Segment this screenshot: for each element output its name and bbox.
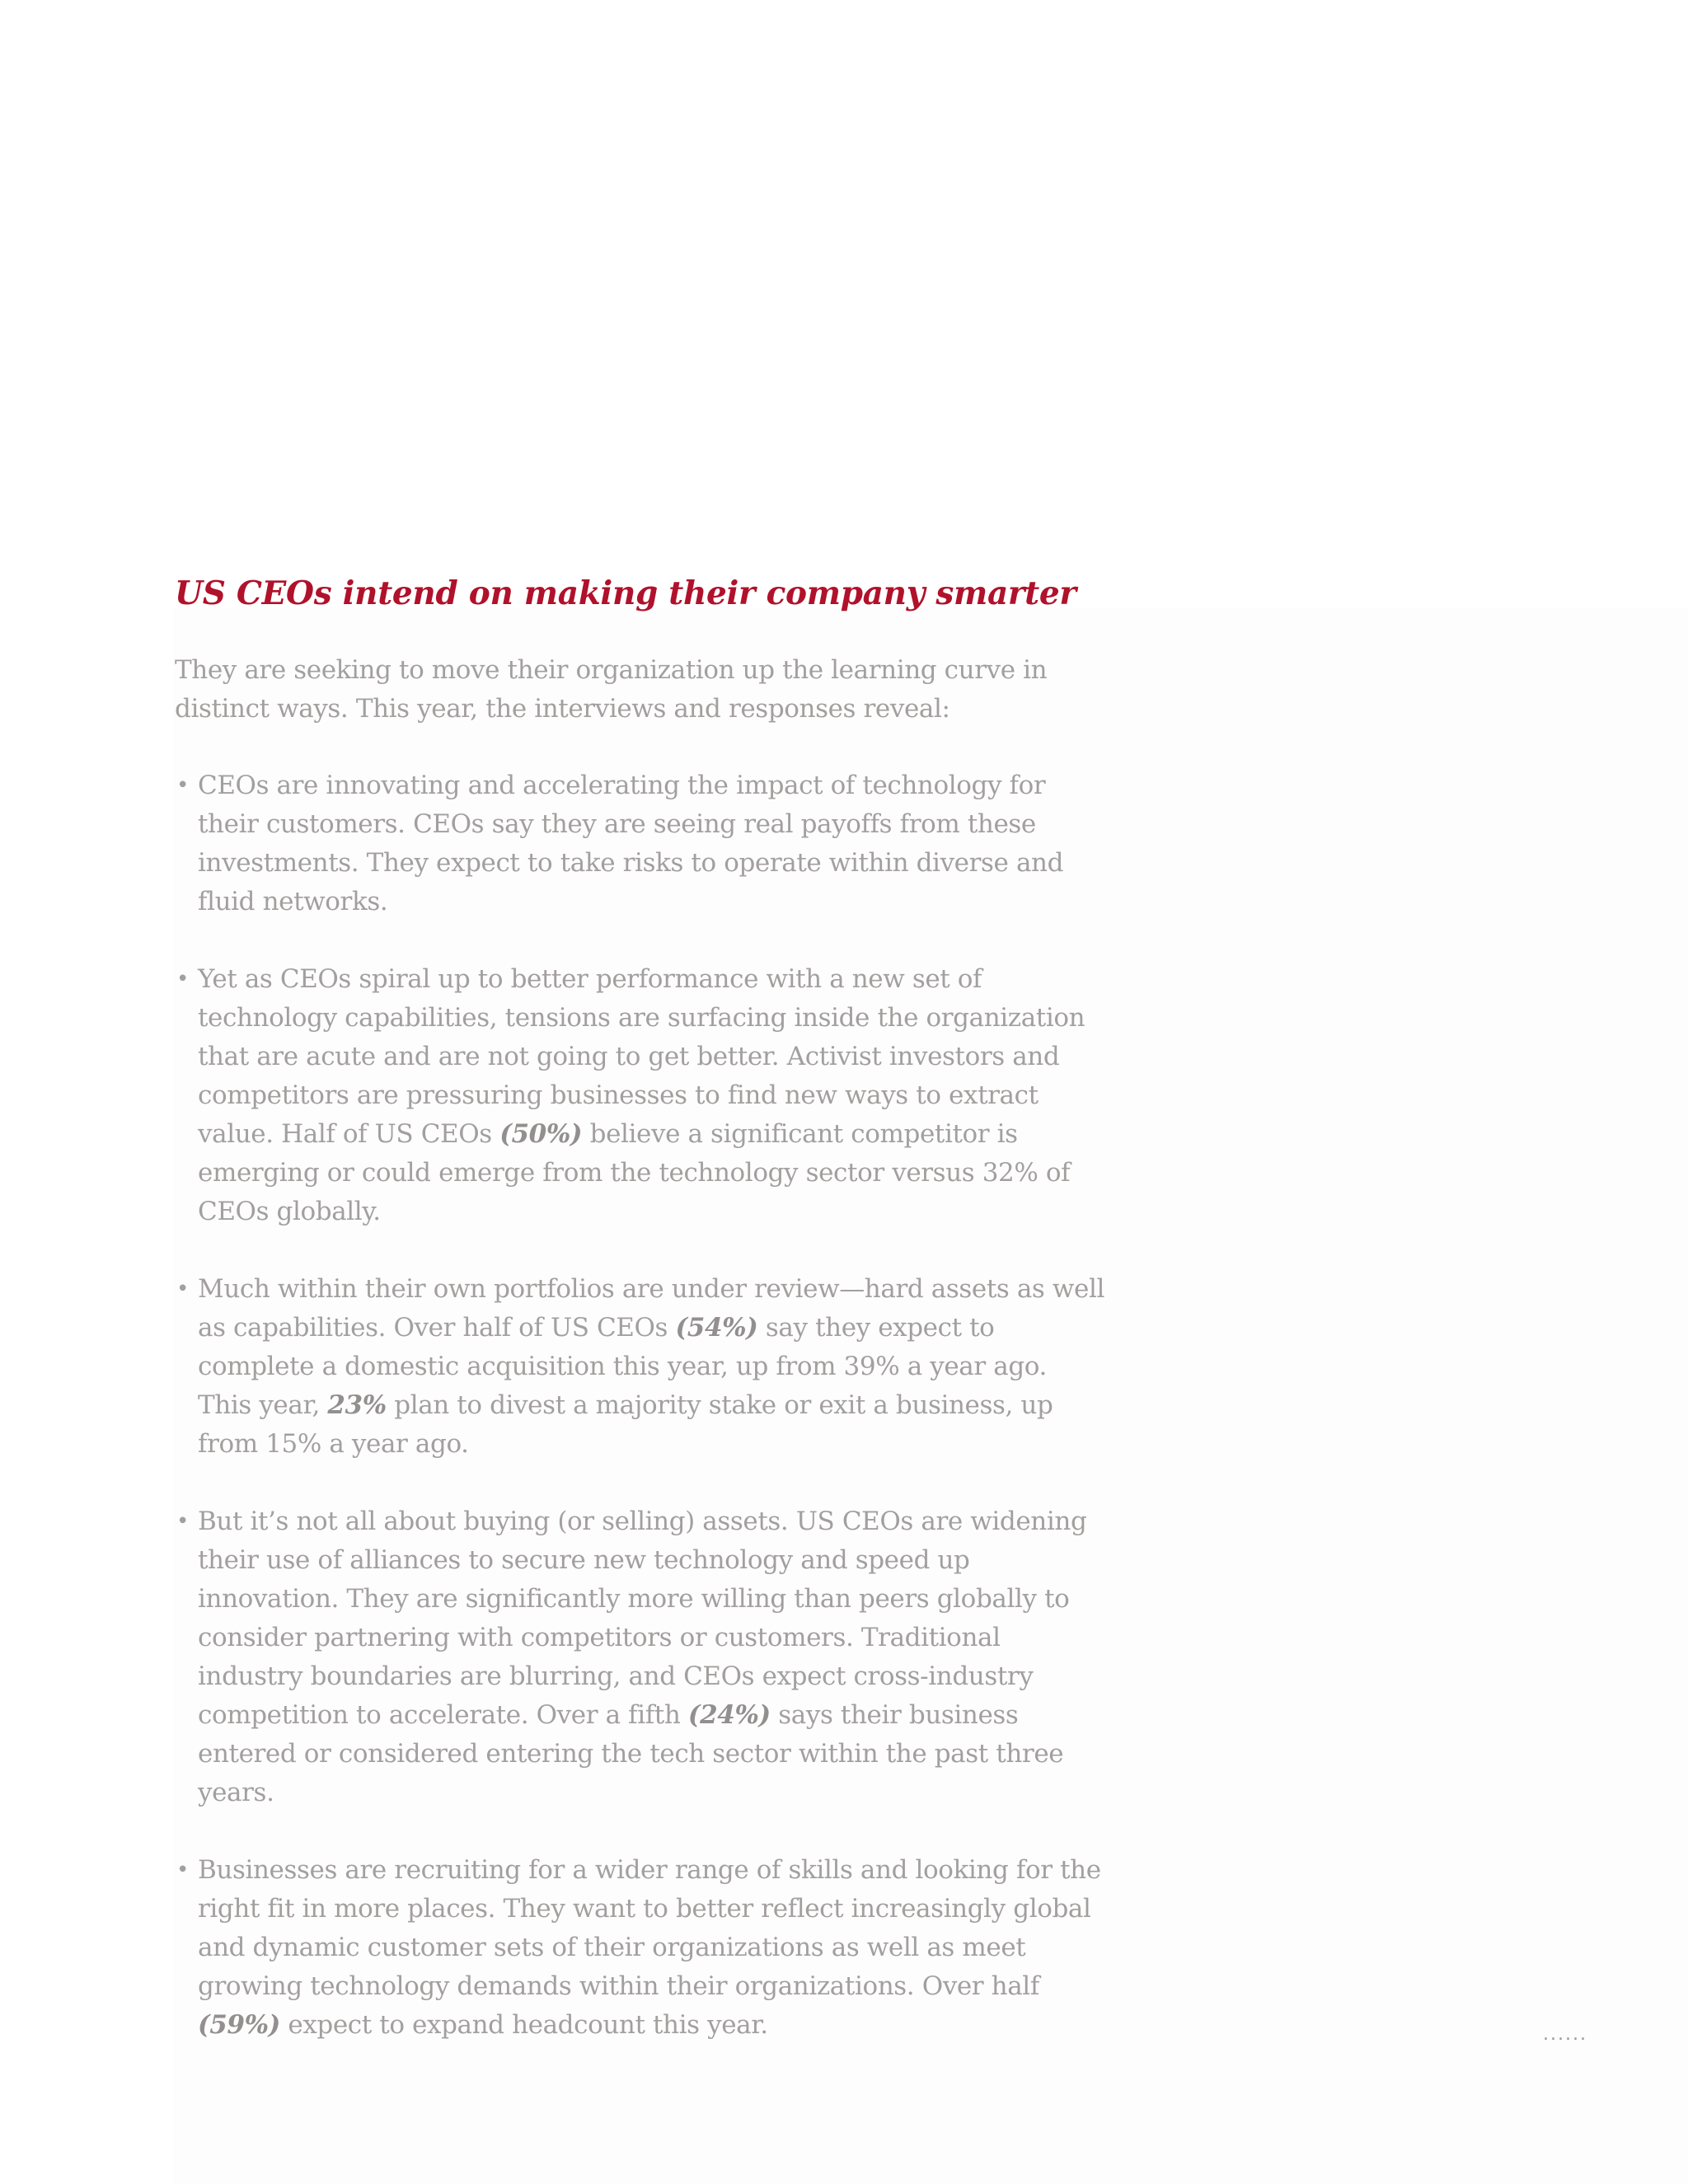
stat-highlight: (24%) [687, 1700, 771, 1730]
page-indicator: ...... [1543, 2024, 1587, 2045]
section-heading: US CEOs intend on making their company smarter [175, 574, 1076, 612]
list-item-text: say they expect to complete a domestic acquisition this year, up from 39% a year ago. This year, [198, 1313, 1047, 1420]
list-item [175, 1851, 1106, 2045]
stat-highlight: (54%) [675, 1313, 758, 1343]
list-item-text: But it’s not all about buying (or selling) assets. US CEOs are widening their use of alliances to secure new technology and speed up innovation. They are significantly more willing than peers globally to consider partnering with competitors or customers. Traditional industry boundaries are blurring, and CEOs expect cross-industry competition to accelerate. Over a fifth [198, 1507, 1087, 1730]
list-item-text: Much within their own portfolios are under review—hard assets as well as capabilities. Over half of US CEOs [198, 1274, 1104, 1343]
article-content [175, 569, 1106, 2083]
stat-highlight: 23% [327, 1390, 387, 1420]
list-item [175, 960, 1106, 1231]
list-item [175, 1502, 1106, 1812]
list-item [175, 1270, 1106, 1464]
bullet-icon: • [176, 1277, 189, 1301]
bullet-icon: • [176, 967, 189, 991]
bullet-icon: • [176, 773, 189, 798]
list-item-text: Businesses are recruiting for a wider range of skills and looking for the right fit in more places. They want to better reflect increasingly global and dynamic customer sets of their organizations as well as meet growing technology demands within their organizations. Over half [198, 1855, 1101, 2001]
list-item-text: says their business entered or considered entering the tech sector within the past three years. [198, 1700, 1064, 1807]
bullet-icon: • [176, 1858, 189, 1882]
stat-highlight: (50%) [499, 1119, 583, 1149]
stat-highlight: (59%) [198, 2010, 280, 2040]
findings-list [175, 766, 1106, 2045]
list-item-text: Yet as CEOs spiral up to better performance with a new set of technology capabilities, tensions are surfacing inside the organization that are acute and are not going to get better. Activist investors and competitors are pressuring businesses to find new ways to extract value. Half of US CEOs [198, 964, 1085, 1149]
list-item-text: expect to expand headcount this year. [279, 2010, 768, 2040]
list-item-text: believe a significant competitor is emerging or could emerge from the technology sector versus 32% of CEOs globally. [198, 1119, 1071, 1226]
list-item [175, 766, 1106, 921]
intro-paragraph: They are seeking to move their organization up the learning curve in distinct ways. This year, the interviews and responses reveal: [175, 655, 1048, 724]
list-item-text: CEOs are innovating and accelerating the impact of technology for their customers. CEOs say they are seeing real payoffs from these investments. They expect to take risks to operate within diverse and fluid networks. [198, 771, 1064, 916]
bullet-icon: • [176, 1509, 189, 1534]
list-item-text: plan to divest a majority stake or exit a business, up from 15% a year ago. [198, 1390, 1053, 1459]
